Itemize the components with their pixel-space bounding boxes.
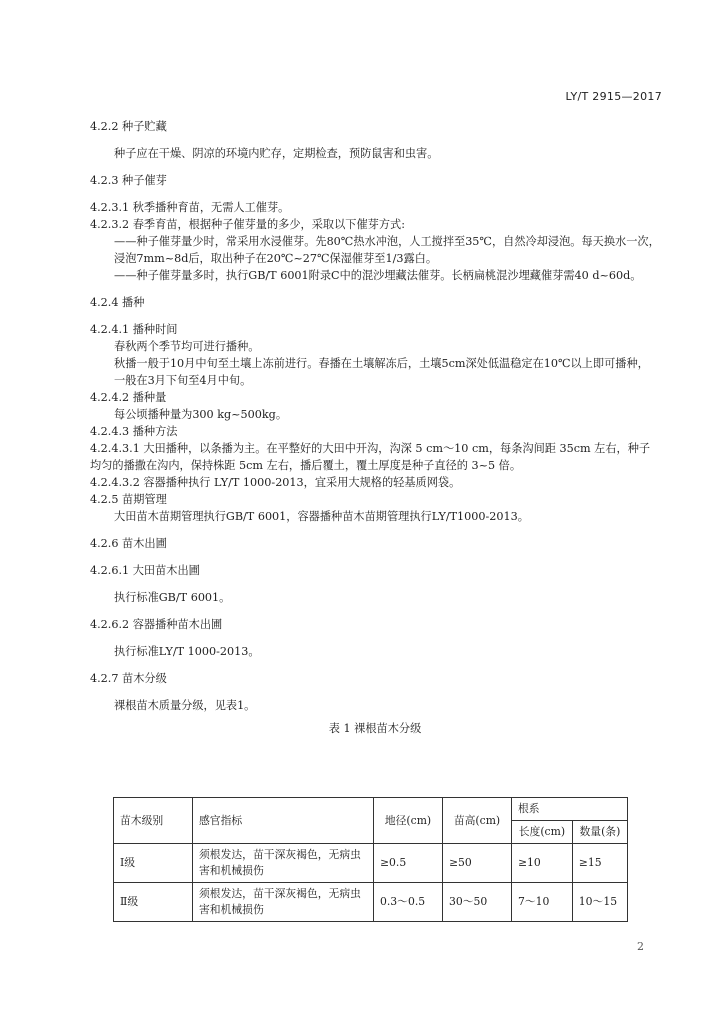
dash-item: ——种子催芽量少时，常采用水浸催芽。先80℃热水冲泡，人工搅拌至35℃，自然冷却浸泡。每天换水一次，浸泡7mm~8d后，取出种子在20℃~27℃保湿催芽至1/3露白。 (114, 235, 660, 265)
seedling-grade-table (113, 797, 628, 922)
header-grade: 苗木级别 (114, 798, 193, 844)
paragraph: 大田苗木苗期管理执行GB/T 6001，容器播种苗木苗期管理执行LY/T1000-2013。 (114, 510, 529, 523)
section-heading: 4.2.7 苗木分级 (90, 672, 167, 685)
cell-height: 30～50 (443, 883, 512, 922)
clause-heading: 4.2.4.2 播种量 (90, 391, 167, 404)
clause: 4.2.3.1 秋季播种育苗，无需人工催芽。 (90, 201, 290, 214)
paragraph: 种子应在干燥、阴凉的环境内贮存，定期检查，预防鼠害和虫害。 (114, 147, 439, 160)
clause: 4.2.4.3.1 大田播种，以条播为主。在平整好的大田中开沟，沟深 5 cm～10 cm，每条沟间距 35cm 左右，种子均匀的播撒在沟内，保持株距 5cm 左右，播后覆土，覆土厚度是种子直径的 3~5 倍。 (90, 442, 651, 472)
clause-heading: 4.2.4.3 播种方法 (90, 425, 178, 438)
clause-heading: 4.2.4.1 播种时间 (90, 323, 178, 336)
clause: 4.2.3.2 春季育苗，根据种子催芽量的多少，采取以下催芽方式: (90, 218, 405, 231)
section-heading: 4.2.4 播种 (90, 296, 145, 309)
cell-root-number: ≥15 (572, 844, 627, 883)
section-heading: 4.2.5 苗期管理 (90, 493, 167, 506)
header-root: 根系 (512, 798, 628, 821)
document-body (90, 118, 660, 740)
paragraph: 执行标准LY/T 1000-2013。 (114, 645, 260, 658)
paragraph: 秋播一般于10月中旬至土壤上冻前进行。春播在土壤解冻后，土壤5cm深处低温稳定在10℃以上即可播种，一般在3月下旬至4月中旬。 (114, 357, 649, 387)
header-sense: 感官指标 (193, 798, 374, 844)
section-heading: 4.2.3 种子催芽 (90, 174, 167, 187)
clause-heading: 4.2.6.2 容器播种苗木出圃 (90, 618, 223, 631)
dash-item: ——种子催芽量多时，执行GB/T 6001附录C中的混沙埋藏法催芽。长柄扁桃混沙埋藏催芽需40 d~60d。 (114, 269, 642, 282)
header-height: 苗高(cm) (443, 798, 512, 844)
cell-sense: 须根发达，苗干深灰褐色，无病虫害和机械损伤 (193, 844, 374, 883)
paragraph: 春秋两个季节均可进行播种。 (114, 340, 260, 353)
cell-grade: Ⅰ级 (114, 844, 193, 883)
paragraph: 执行标准GB/T 6001。 (114, 591, 231, 604)
paragraph: 裸根苗木质量分级，见表1。 (114, 699, 256, 712)
header-root-length: 长度(cm) (512, 821, 573, 844)
header-root-number: 数量(条) (572, 821, 627, 844)
table-caption: 表 1 裸根苗木分级 (328, 722, 422, 735)
section-heading: 4.2.6 苗木出圃 (90, 537, 167, 550)
header-diameter: 地径(cm) (374, 798, 443, 844)
standard-number: LY/T 2915—2017 (565, 90, 662, 103)
cell-root-length: ≥10 (512, 844, 573, 883)
cell-diameter: ≥0.5 (374, 844, 443, 883)
cell-diameter: 0.3～0.5 (374, 883, 443, 922)
cell-root-number: 10～15 (572, 883, 627, 922)
section-heading: 4.2.2 种子贮藏 (90, 120, 167, 133)
paragraph: 每公顷播种量为300 kg~500kg。 (114, 408, 288, 421)
cell-sense: 须根发达，苗干深灰褐色，无病虫害和机械损伤 (193, 883, 374, 922)
cell-height: ≥50 (443, 844, 512, 883)
clause-heading: 4.2.6.1 大田苗木出圃 (90, 564, 200, 577)
table-header-row (114, 798, 628, 821)
clause: 4.2.4.3.2 容器播种执行 LY/T 1000-2013，宜采用大规格的轻基质网袋。 (90, 476, 461, 489)
table-row (114, 844, 628, 883)
page-number: 2 (637, 940, 644, 953)
cell-grade: Ⅱ级 (114, 883, 193, 922)
cell-root-length: 7～10 (512, 883, 573, 922)
table-row (114, 883, 628, 922)
